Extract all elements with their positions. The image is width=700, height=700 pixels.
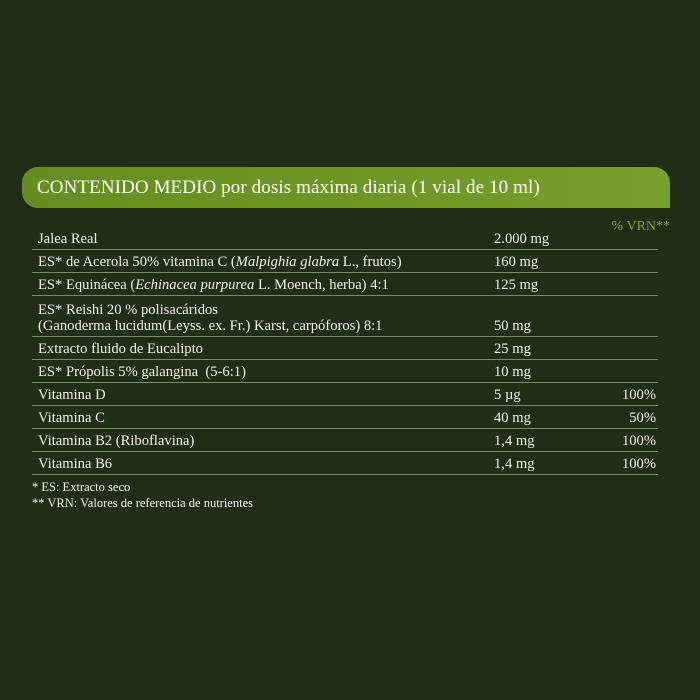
ingredient-name (32, 231, 494, 247)
table-row (32, 383, 658, 406)
table-row (32, 452, 658, 475)
ingredient-name-line-1: ES* Reishi 20 % polisacáridos (38, 302, 218, 318)
nutrition-panel (22, 167, 670, 472)
ingredient-name-text: Vitamina C (38, 410, 105, 426)
ingredient-vrn: 50% (629, 410, 656, 426)
ingredient-name (32, 433, 494, 449)
table-title: CONTENIDO MEDIO por dosis máxima diaria (1 vial de 10 ml) (37, 176, 540, 198)
ingredient-amount: 160 mg (494, 254, 539, 270)
ingredient-name (32, 387, 494, 403)
ingredient-name-text: ES* de Acerola 50% vitamina C ( (38, 254, 236, 270)
ingredient-name (32, 302, 494, 334)
ingredient-amount: 1,4 mg (494, 456, 535, 472)
ingredient-name (32, 341, 494, 357)
ingredient-amount: 10 mg (494, 364, 531, 380)
ingredient-vrn: 100% (621, 456, 656, 472)
ingredient-name (32, 410, 494, 426)
ingredient-name (32, 254, 494, 270)
ingredient-amount: 40 mg (494, 410, 531, 426)
ingredient-name (32, 277, 494, 293)
table-header-banner (22, 167, 670, 208)
ingredients-table (32, 227, 658, 475)
ingredient-name-line-2: (Ganoderma lucidum(Leyss. ex. Fr.) Karst, carpóforos) 8:1 (38, 318, 383, 334)
ingredient-name-text: Extracto fluido de Eucalipto (38, 341, 203, 357)
ingredient-amount: 50 mg (494, 318, 531, 334)
table-row (32, 250, 658, 273)
ingredient-name-text: Vitamina D (38, 387, 106, 403)
ingredient-amount: 5 µg (494, 387, 521, 403)
footnote-es: * ES: Extracto seco (32, 480, 131, 494)
ingredient-amount: 1,4 mg (494, 433, 535, 449)
table-row (32, 227, 658, 250)
ingredient-name (32, 364, 494, 380)
ingredient-latin-name: Echinacea purpurea (135, 277, 255, 293)
ingredient-name-text: ES* Equinácea ( (38, 277, 136, 293)
footnote-vrn: ** VRN: Valores de referencia de nutrientes (32, 495, 253, 510)
ingredient-name-text: Jalea Real (38, 231, 98, 247)
ingredient-amount: 2.000 mg (494, 231, 550, 247)
table-row (32, 406, 658, 429)
ingredient-name-text: L. Moench, herba) 4:1 (254, 277, 389, 293)
table-row (32, 337, 658, 360)
table-row (32, 273, 658, 296)
ingredient-name-text: L., frutos) (339, 254, 402, 270)
ingredient-vrn: 100% (621, 433, 656, 449)
ingredient-name-text: ES* Própolis 5% galangina (5-6:1) (38, 364, 246, 380)
table-row (32, 429, 658, 452)
footnotes (32, 480, 253, 511)
ingredient-name-text: Vitamina B6 (38, 456, 113, 472)
ingredient-vrn: 100% (621, 387, 656, 403)
ingredient-amount: 25 mg (494, 341, 531, 357)
ingredient-latin-name: Malpighia glabra (235, 254, 340, 270)
ingredient-amount: 125 mg (494, 277, 539, 293)
table-row (32, 360, 658, 383)
vrn-column-header: % VRN** (611, 219, 670, 234)
ingredient-name-text: Vitamina B2 (Riboflavina) (38, 433, 195, 449)
table-row (32, 296, 658, 337)
ingredient-name (32, 456, 494, 472)
